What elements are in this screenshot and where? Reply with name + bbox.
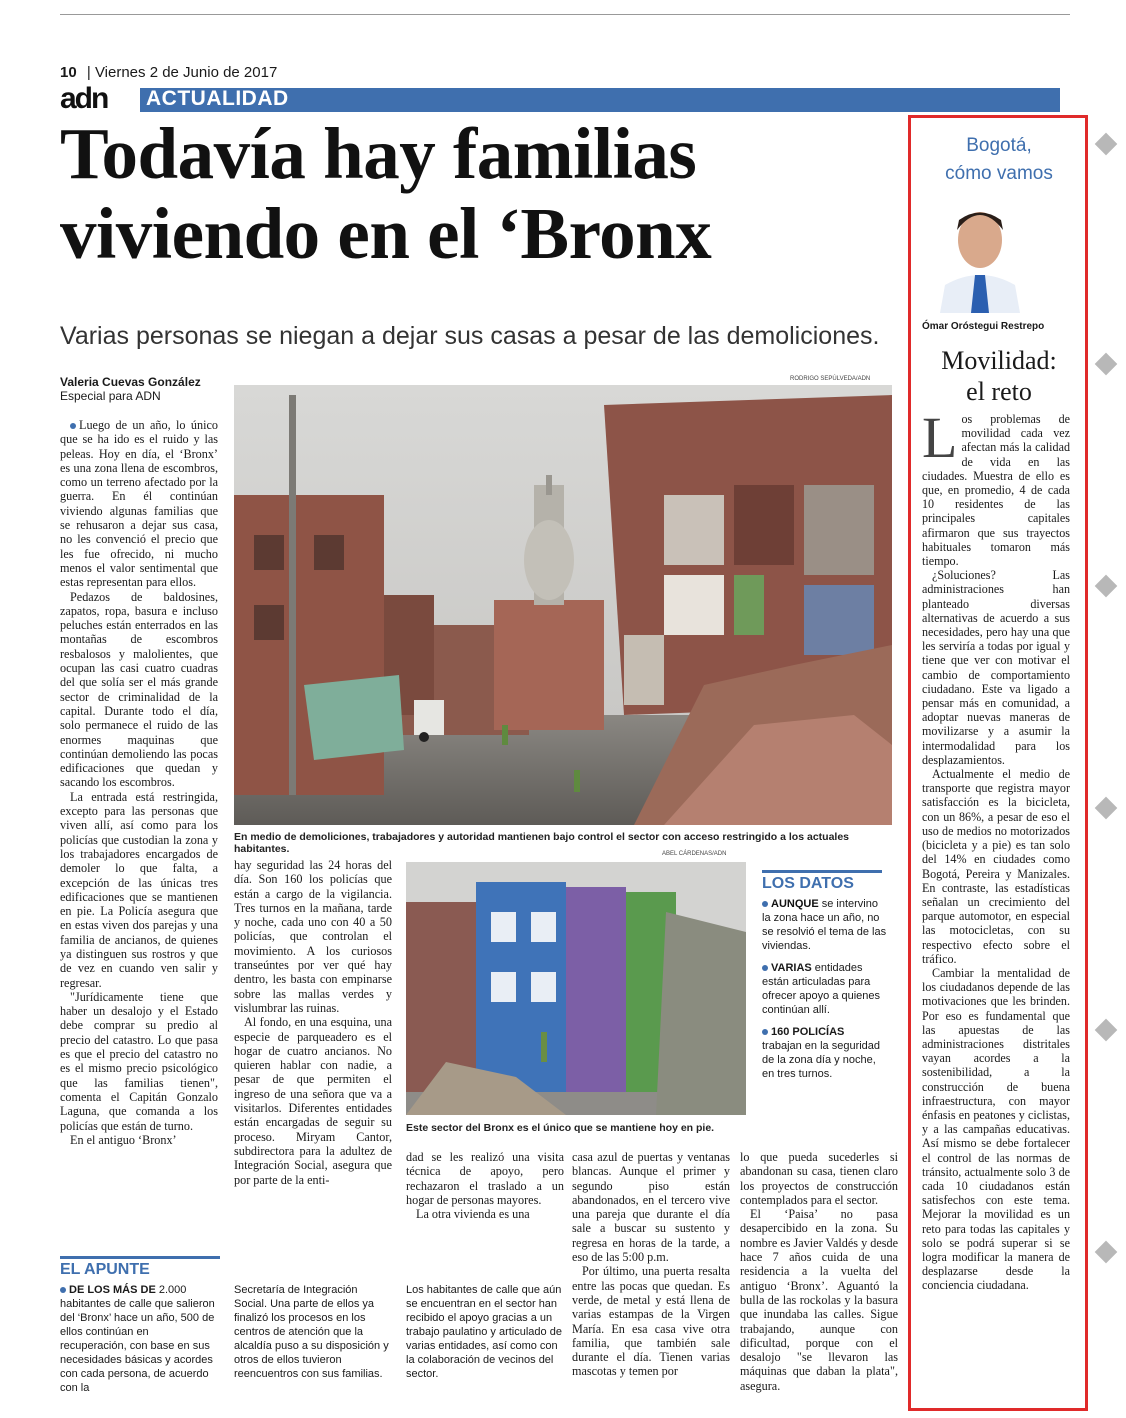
column-series-title: Bogotá, cómo vamos: [945, 135, 1053, 184]
column-title: Movilidad: el reto: [941, 346, 1057, 406]
section-label: ACTUALIDAD: [146, 87, 289, 110]
headline-line-1: Todavía hay familias: [60, 113, 697, 194]
bullet-icon: [60, 1287, 66, 1293]
bullet-icon: [762, 901, 768, 907]
edge-diamond-icon: [1095, 1019, 1118, 1042]
paragraph: Pedazos de baldosines, zapatos, ropa, basura e incluso peluches están enterrados en las montañas de escombros resbalosos y malolientes, que ocupan las casi cuatro cuadras del que solía ser el más grande sector de criminalidad de la capital. Durante todo el día, solo permanece el ruido de las enormes maquinas que continúan demoliendo las pocas edificaciones que quedan y sacando los escombros.: [60, 589, 218, 790]
person-portrait-icon: [935, 195, 1025, 313]
paragraph: Luego de un año, lo único que se ha ido es el ruido y las peleas. Hoy en día, el ‘Bronx’ es una zona llena de escombros, como un terreno afectado por la guerra. En él continúan viviendo algunas familias que se rehusaron a dejar sus casa, no les convenció el precio que les fue ofrecido, ni mucho menos el valor sentimental que estas representan para ellos.: [60, 418, 218, 590]
photo-credit: ABEL CÁRDENAS/ADN: [662, 851, 727, 857]
edge-diamond-icon: [1095, 797, 1118, 820]
demolition-scene-image: [234, 385, 892, 825]
datos-item: AUNQUE se intervino la zona hace un año, no se resolvió el tema de las viviendas.: [762, 898, 887, 952]
paragraph: Los problemas de movilidad cada vez afectan más la calidad de vida en las ciudades. Muestra de ello es que, en promedio, 4 de cada 10 residentes de las principales capitales afirmaron que sus trayectos habituales tomaron más tiempo.: [922, 405, 1070, 569]
edge-diamond-icon: [1095, 1241, 1118, 1264]
article-column-3: [406, 1150, 564, 1221]
top-rule: [60, 14, 1070, 15]
photo-credit: RODRIGO SEPÚLVEDA/ADN: [790, 376, 871, 382]
edge-diamond-icon: [1095, 133, 1118, 156]
columnist-avatar: [935, 195, 1025, 313]
datos-item: 160 POLICÍAS trabajan en la seguridad de la zona día y noche, en tres turnos.: [762, 1026, 881, 1080]
bullet-icon: [70, 423, 76, 429]
paragraph: dad se les realizó una visita técnica de apoyo, pero rechazaron el traslado a un hogar de personas mayores.: [406, 1150, 564, 1207]
paragraph: ¿Soluciones? Las administraciones han planteado diversas alternativas de acuerdo a sus necesidades, pero hay una que les serviría a todas por igual y tiene que ver con motivar el cambio de comportamiento ciudadano. Este va ligado a pensar más en comunidad, a adoptar nuevas maneras de movilizarse y a asumir la intermodalidad para los desplazamientos.: [922, 568, 1070, 767]
paragraph: casa azul de puertas y ventanas blancas. Aunque el primer y segundo piso están abandonados, en el tercero vive una pareja que durante el día sale a buscar su sustento y regresa en horas de la tarde, a eso de las 5:00 p.m.: [572, 1150, 730, 1265]
main-photo: [234, 385, 892, 825]
subheadline: Varias personas se niegan a dejar sus casas a pesar de las demoliciones.: [60, 322, 880, 350]
page-number: 10: [60, 64, 77, 81]
byline: [60, 375, 201, 403]
author-name: Valeria Cuevas González: [60, 375, 201, 389]
apunte-column-2: Secretaría de Integración Social. Una parte de ellos ya finalizó los procesos en los centros de atención que la alcaldía puso a su disposición y otros de ellos tuvieron reencuentros con sus familias.: [234, 1284, 389, 1380]
page-date: Viernes 2 de Junio de 2017: [94, 64, 278, 81]
secondary-photo: [406, 862, 746, 1115]
headline: [60, 114, 905, 274]
bullet-icon: [762, 965, 768, 971]
secondary-photo-caption: Este sector del Bronx es el único que se mantiene hoy en pie.: [406, 1122, 715, 1134]
author-role: Especial para ADN: [60, 389, 161, 403]
article-column-5: [740, 1150, 898, 1393]
headline-line-2: viviendo en el ‘Bronx: [60, 193, 712, 274]
article-column-1: [60, 418, 218, 1147]
datos-list: [762, 897, 887, 1089]
bullet-icon: [762, 1029, 768, 1035]
datos-item: VARIAS entidades están articuladas para ofrecer apoyo a quienes continúan allí.: [762, 962, 881, 1016]
paragraph: lo que pueda sucederles si abandonan su casa, tienen claro los proyectos de construcción contemplados para el sector.: [740, 1150, 898, 1207]
paragraph: hay seguridad las 24 horas del día. Son 160 los policías que están a cargo de la vigilancia. Tres turnos en la mañana, tarde y noche, cada uno con 40 a 50 policías, que controlan el movimiento. A los curiosos transeúntes por ver qué hay dentro, les basta con empinarse sobre las mallas verdes y vislumbrar las ruinas.: [234, 858, 392, 1015]
paragraph: La entrada está restringida, excepto para las personas que viven allí, así como para los policías que custodian la zona y los trabajadores encargados de demoler lo que falta, a excepción de las únicas tres edificaciones que se mantienen en pie. La Policía asegura que en estas viven dos parejas y una familia de ancianos, de quienes ya distinguen sus rostros y que de vez en cuando ven salir y regresar.: [60, 789, 218, 990]
drop-cap: L: [922, 405, 958, 470]
apunte-title: EL APUNTE: [60, 1256, 220, 1279]
edge-diamond-icon: [1095, 575, 1118, 598]
article-column-4: [572, 1150, 730, 1379]
datos-title: LOS DATOS: [762, 870, 882, 893]
article-column-2: [234, 858, 392, 1187]
paragraph: Por último, una puerta resalta entre las pocas que quedan. Es verde, de metal y está llena de varias estampas de la Virgen María. En esa casa vive otra familia, que también sale durante el día. Tienen varias mascotas y temen por: [572, 1264, 730, 1379]
paragraph: En el antiguo ‘Bronx’: [70, 1132, 177, 1147]
date-separator: |: [86, 64, 95, 81]
paragraph: La otra vivienda es una: [416, 1207, 530, 1222]
adn-logo: adn: [60, 82, 108, 115]
edge-diamond-icon: [1095, 353, 1118, 376]
apunte-column-3: Los habitantes de calle que aún se encuentran en el sector han recibido el apoyo gracias a un trabajo paulatino y articulado de varias entidades, así como con la colaboración de vecinos del sector.: [406, 1284, 562, 1380]
paragraph: Cambiar la mentalidad de los ciudadanos depende de las motivaciones que les brinden. Por eso es fundamental que las apuestas de las administraciones distritales vayan acordes a la sostenibilidad, a la construcción de buena infraestructura, con mayor énfasis en peatones y ciclistas, y a las campañas educativas. Así mismo se debe fortalecer el control de las normas de tránsito, actualmente solo 3 de cada 10 ciudadanos están satisfechos con este tema. Mejorar la movilidad es un reto para todas las capitales y solo se podrá superar si se logra modificar la manera de desplazarse desde la conciencia ciudadana.: [922, 965, 1070, 1293]
paragraph: Actualmente el medio de transporte que registra mayor satisfacción es la bicicleta, con un 86%, a pesar de eso el uso de medios no motorizados (bicicleta y a pie) es tan solo del 14% en ciudades como Bogotá, Pereira y Manizales. En contraste, las estadísticas señalan un crecimiento del parque automotor, en especial las motocicletas, con su respectivo efecto sobre el tráfico.: [922, 767, 1070, 966]
paragraph: "Jurídicamente tiene que haber un desalojo y el Estado debe comprar su predio al precio del catastro. Lo que pasa es que el precio del catastro no es el mismo precio psicológico que las familias tienen", comenta el Capitán Gonzalo Laguna, que comanda a los policías que están de turno.: [60, 989, 218, 1133]
paragraph: Al fondo, en una esquina, una especie de parqueadero es el hogar de cuatro ancianos. No quieren hablar con nadie, a pesar de que permiten el ingreso de una señora que va a visitarlos. Diferentes entidades están encargadas de seguir su proceso. Miryam Cantor, subdirectora para la adultez de Integración Social, asegura que por parte de la enti-: [234, 1015, 392, 1187]
main-photo-caption: En medio de demoliciones, trabajadores y autoridad mantienen bajo control el sector con acceso restringido a los actuales habitantes.: [234, 831, 850, 855]
page-header: [60, 64, 277, 81]
remaining-buildings-image: [406, 862, 746, 1115]
column-body: [922, 405, 1070, 1293]
columnist-name: Ómar Oróstegui Restrepo: [922, 321, 1045, 332]
apunte-column-1: DE LOS MÁS DE 2.000 habitantes de calle que salieron del ‘Bronx’ hace un año, 500 de ellos continúan en recuperación, con base en sus necesidades básicas y acordes con cada persona, de acuerdo con la: [60, 1284, 215, 1394]
paragraph: El ‘Paisa’ no pasa desapercibido en la zona. Su nombre es Javier Valdés y desde hace 7 años cuida de una residencia a la vuelta del antiguo ‘Bronx’. Aguantó la bulla de las rockolas y la basura que inundaba las calles. Sigue trabajando, aunque con dificultad, porque con el desalojo "se llevaron las máquinas que daban la plata", asegura.: [740, 1207, 898, 1393]
